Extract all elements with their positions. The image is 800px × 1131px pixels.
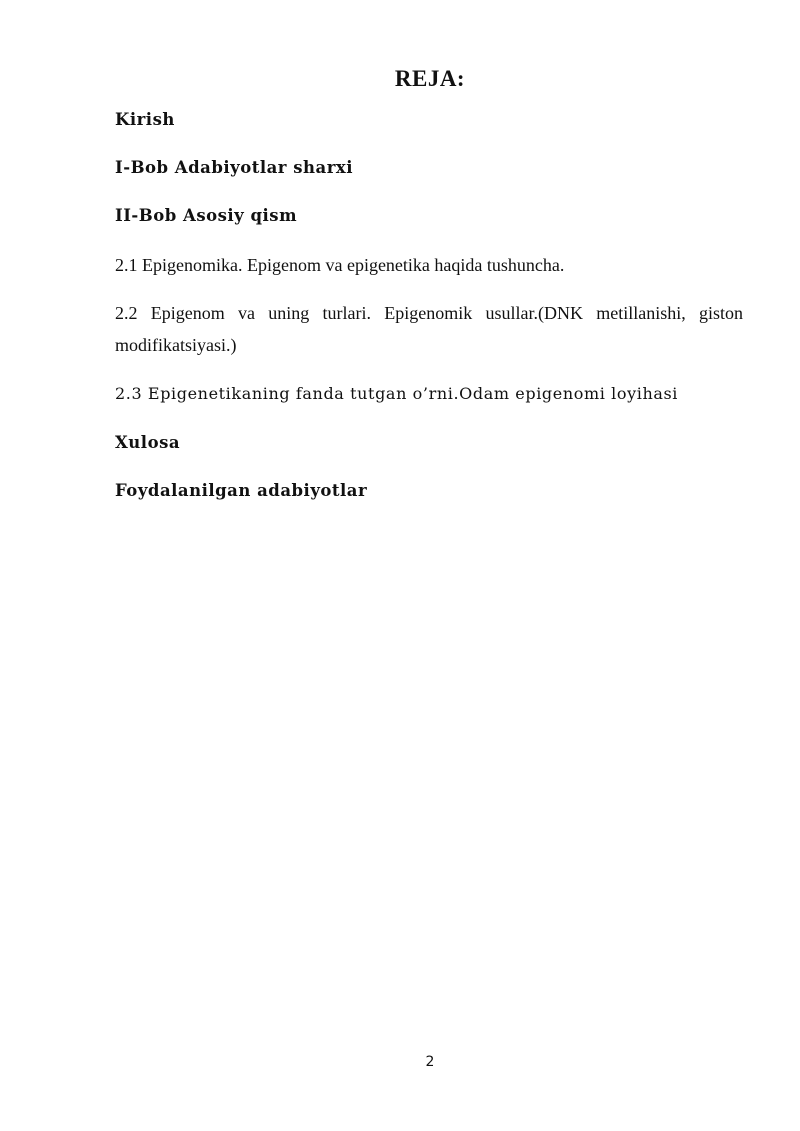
toc-entry-section-2-2: 2.2 Epigenom va uning turlari. Epigenomik usullar.(DNK metillanishi, giston modifikatsiyasi.) [115,303,743,355]
page-title: REJA: [394,66,466,91]
toc-entry-chapter-2: II-Bob Asosiy qism [115,206,298,225]
toc-entry-kirish: Kirish [115,110,175,129]
page-number: 2 [425,1054,435,1070]
toc-entry-xulosa: Xulosa [115,433,181,452]
toc-entry-chapter-1: I-Bob Adabiyotlar sharxi [115,158,354,177]
toc-entry-references: Foydalanilgan adabiyotlar [115,481,368,500]
toc-entry-section-2-1: 2.1 Epigenomika. Epigenom va epigenetika haqida tushuncha. [115,255,565,275]
toc-entry-section-2-3: 2.3 Epigenetikaning fanda tutgan o’rni.Odam epigenomi loyihasi [115,384,679,403]
